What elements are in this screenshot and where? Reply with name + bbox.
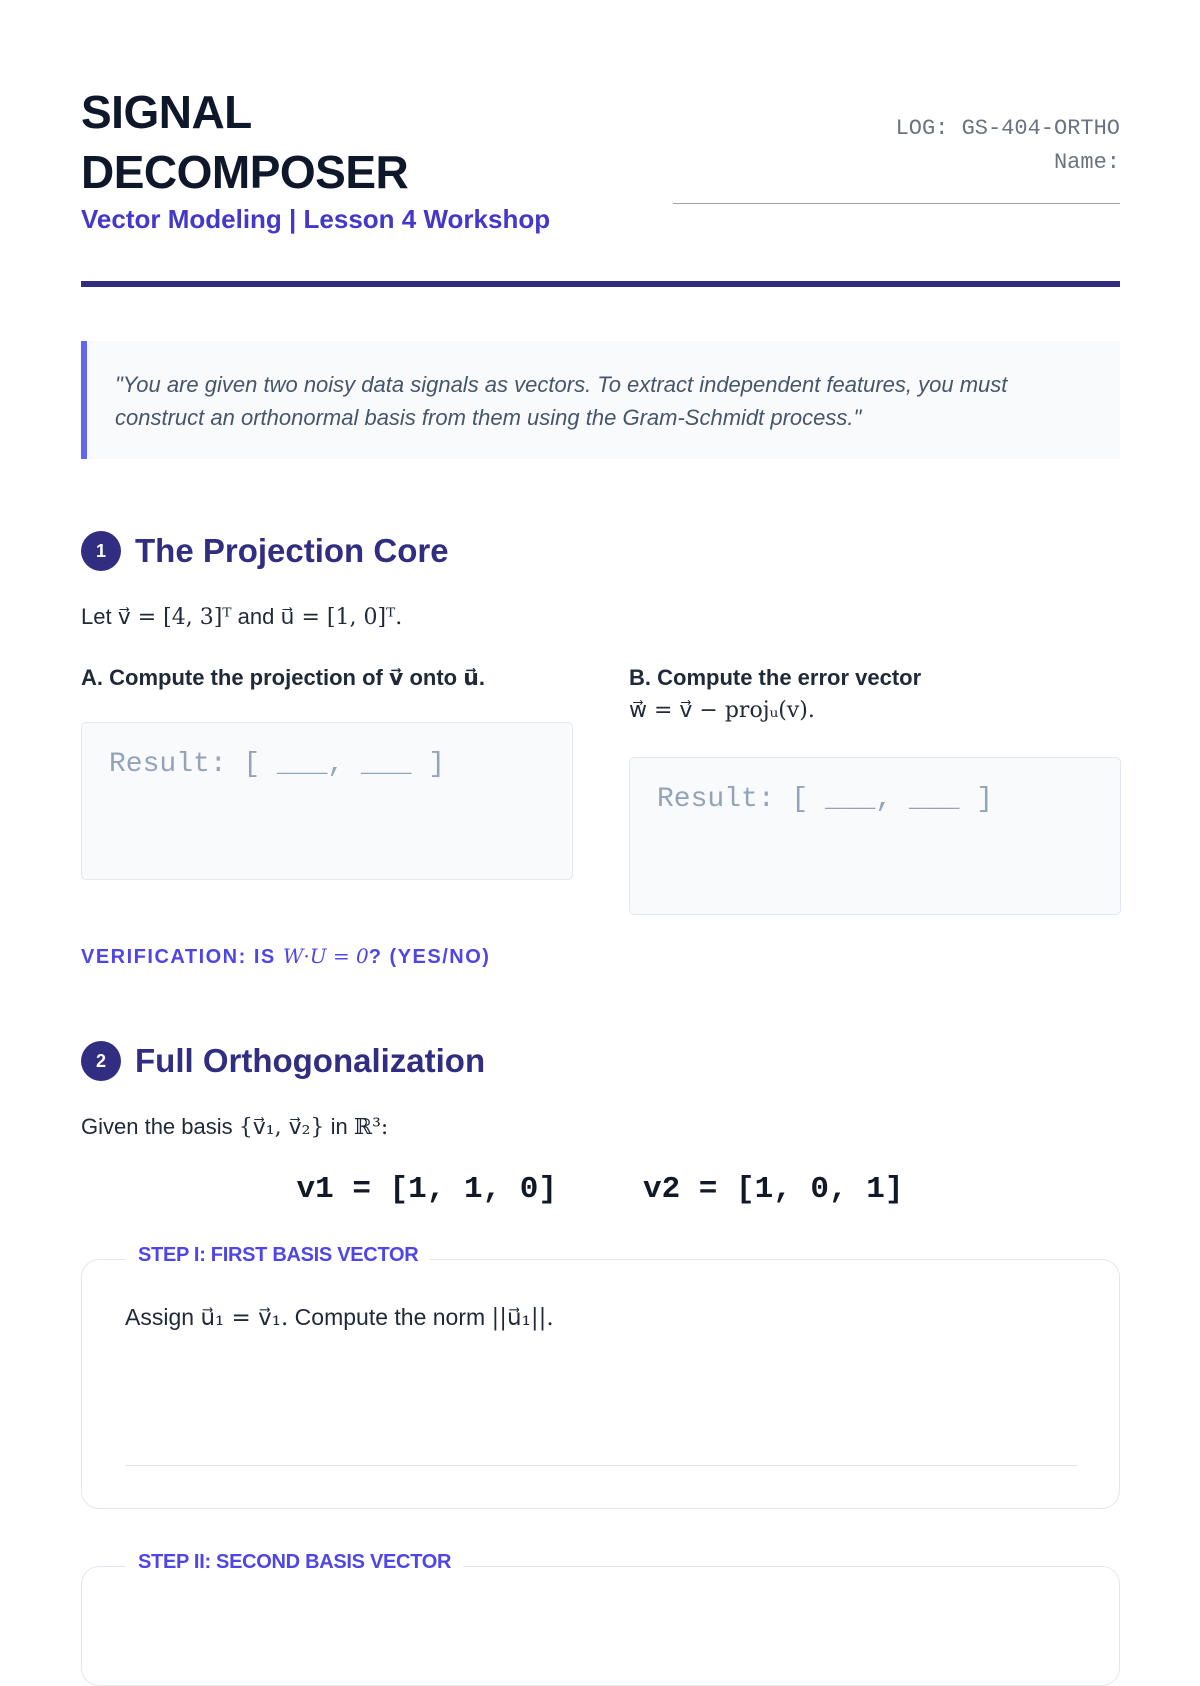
step-1-label: STEP I: FIRST BASIS VECTOR bbox=[126, 1244, 430, 1267]
log-code: LOG: GS-404-ORTHO bbox=[895, 116, 1120, 141]
verification-prompt bbox=[81, 944, 490, 969]
step-1-instruction bbox=[125, 1304, 554, 1331]
step-1-prefix: Assign bbox=[125, 1304, 195, 1330]
section-1-given bbox=[81, 604, 402, 630]
section-2-given bbox=[81, 1114, 388, 1140]
page-subtitle: Vector Modeling | Lesson 4 Workshop bbox=[81, 204, 551, 234]
step-1-assign-math: u⃗₁ = v⃗₁. bbox=[200, 1305, 289, 1331]
question-a-label: A. Compute the projection of v⃗ onto u⃗. bbox=[81, 665, 485, 690]
title-line-2: DECOMPOSER bbox=[81, 146, 409, 198]
log-block bbox=[896, 112, 1120, 180]
given-v-math: v⃗ = [4, 3]ᵀ bbox=[117, 605, 232, 630]
section-1-header bbox=[81, 531, 449, 571]
vector-v2: v2 = [1, 0, 1] bbox=[643, 1172, 904, 1207]
step-1-box bbox=[81, 1244, 1120, 1509]
section-2-header bbox=[81, 1041, 485, 1081]
step-1-answer-line[interactable] bbox=[125, 1465, 1078, 1466]
name-field[interactable] bbox=[673, 203, 1120, 204]
section-1-title: The Projection Core bbox=[135, 532, 449, 569]
answer-box-a[interactable] bbox=[81, 722, 573, 880]
page-title bbox=[81, 82, 408, 202]
answer-box-b[interactable] bbox=[629, 757, 1121, 915]
basis-vectors bbox=[0, 1172, 1200, 1207]
step-2-box bbox=[81, 1551, 1120, 1686]
question-b-line-1: B. Compute the error vector bbox=[629, 665, 922, 690]
step-2-label: STEP II: SECOND BASIS VECTOR bbox=[126, 1551, 463, 1574]
basis-in: in bbox=[330, 1114, 348, 1139]
verification-prefix: VERIFICATION: IS bbox=[81, 946, 276, 968]
basis-set-math: {v⃗₁, v⃗₂} bbox=[238, 1115, 325, 1140]
verification-suffix: ? (YES/NO) bbox=[368, 946, 491, 968]
question-b-formula: w⃗ = v⃗ − projᵤ(v). bbox=[629, 698, 815, 723]
basis-prefix: Given the basis bbox=[81, 1114, 233, 1139]
step-1-middle: Compute the norm bbox=[294, 1304, 486, 1330]
section-1-badge: 1 bbox=[81, 531, 121, 571]
title-line-1: SIGNAL bbox=[81, 86, 252, 138]
intro-quote: "You are given two noisy data signals as vectors. To extract independent features, you must construct an orthonormal basis from them using the Gram-Schmidt process." bbox=[81, 341, 1120, 459]
basis-space-math: ℝ³: bbox=[353, 1115, 389, 1140]
name-label: Name: bbox=[1053, 150, 1120, 175]
given-and: and bbox=[237, 604, 275, 629]
answer-a-placeholder: Result: [ ___, ___ ] bbox=[109, 749, 446, 780]
header-divider bbox=[81, 281, 1120, 287]
section-2-title: Full Orthogonalization bbox=[135, 1042, 486, 1079]
section-2-badge: 2 bbox=[81, 1041, 121, 1081]
given-prefix: Let bbox=[81, 604, 112, 629]
question-b-label bbox=[629, 661, 921, 727]
vector-v1: v1 = [1, 1, 0] bbox=[296, 1172, 557, 1207]
answer-b-placeholder: Result: [ ___, ___ ] bbox=[657, 784, 994, 815]
given-u-math: u⃗ = [1, 0]ᵀ. bbox=[280, 605, 403, 630]
step-1-norm-math: ||u⃗₁||. bbox=[491, 1305, 554, 1331]
verification-math: W·U = 0 bbox=[282, 944, 369, 968]
